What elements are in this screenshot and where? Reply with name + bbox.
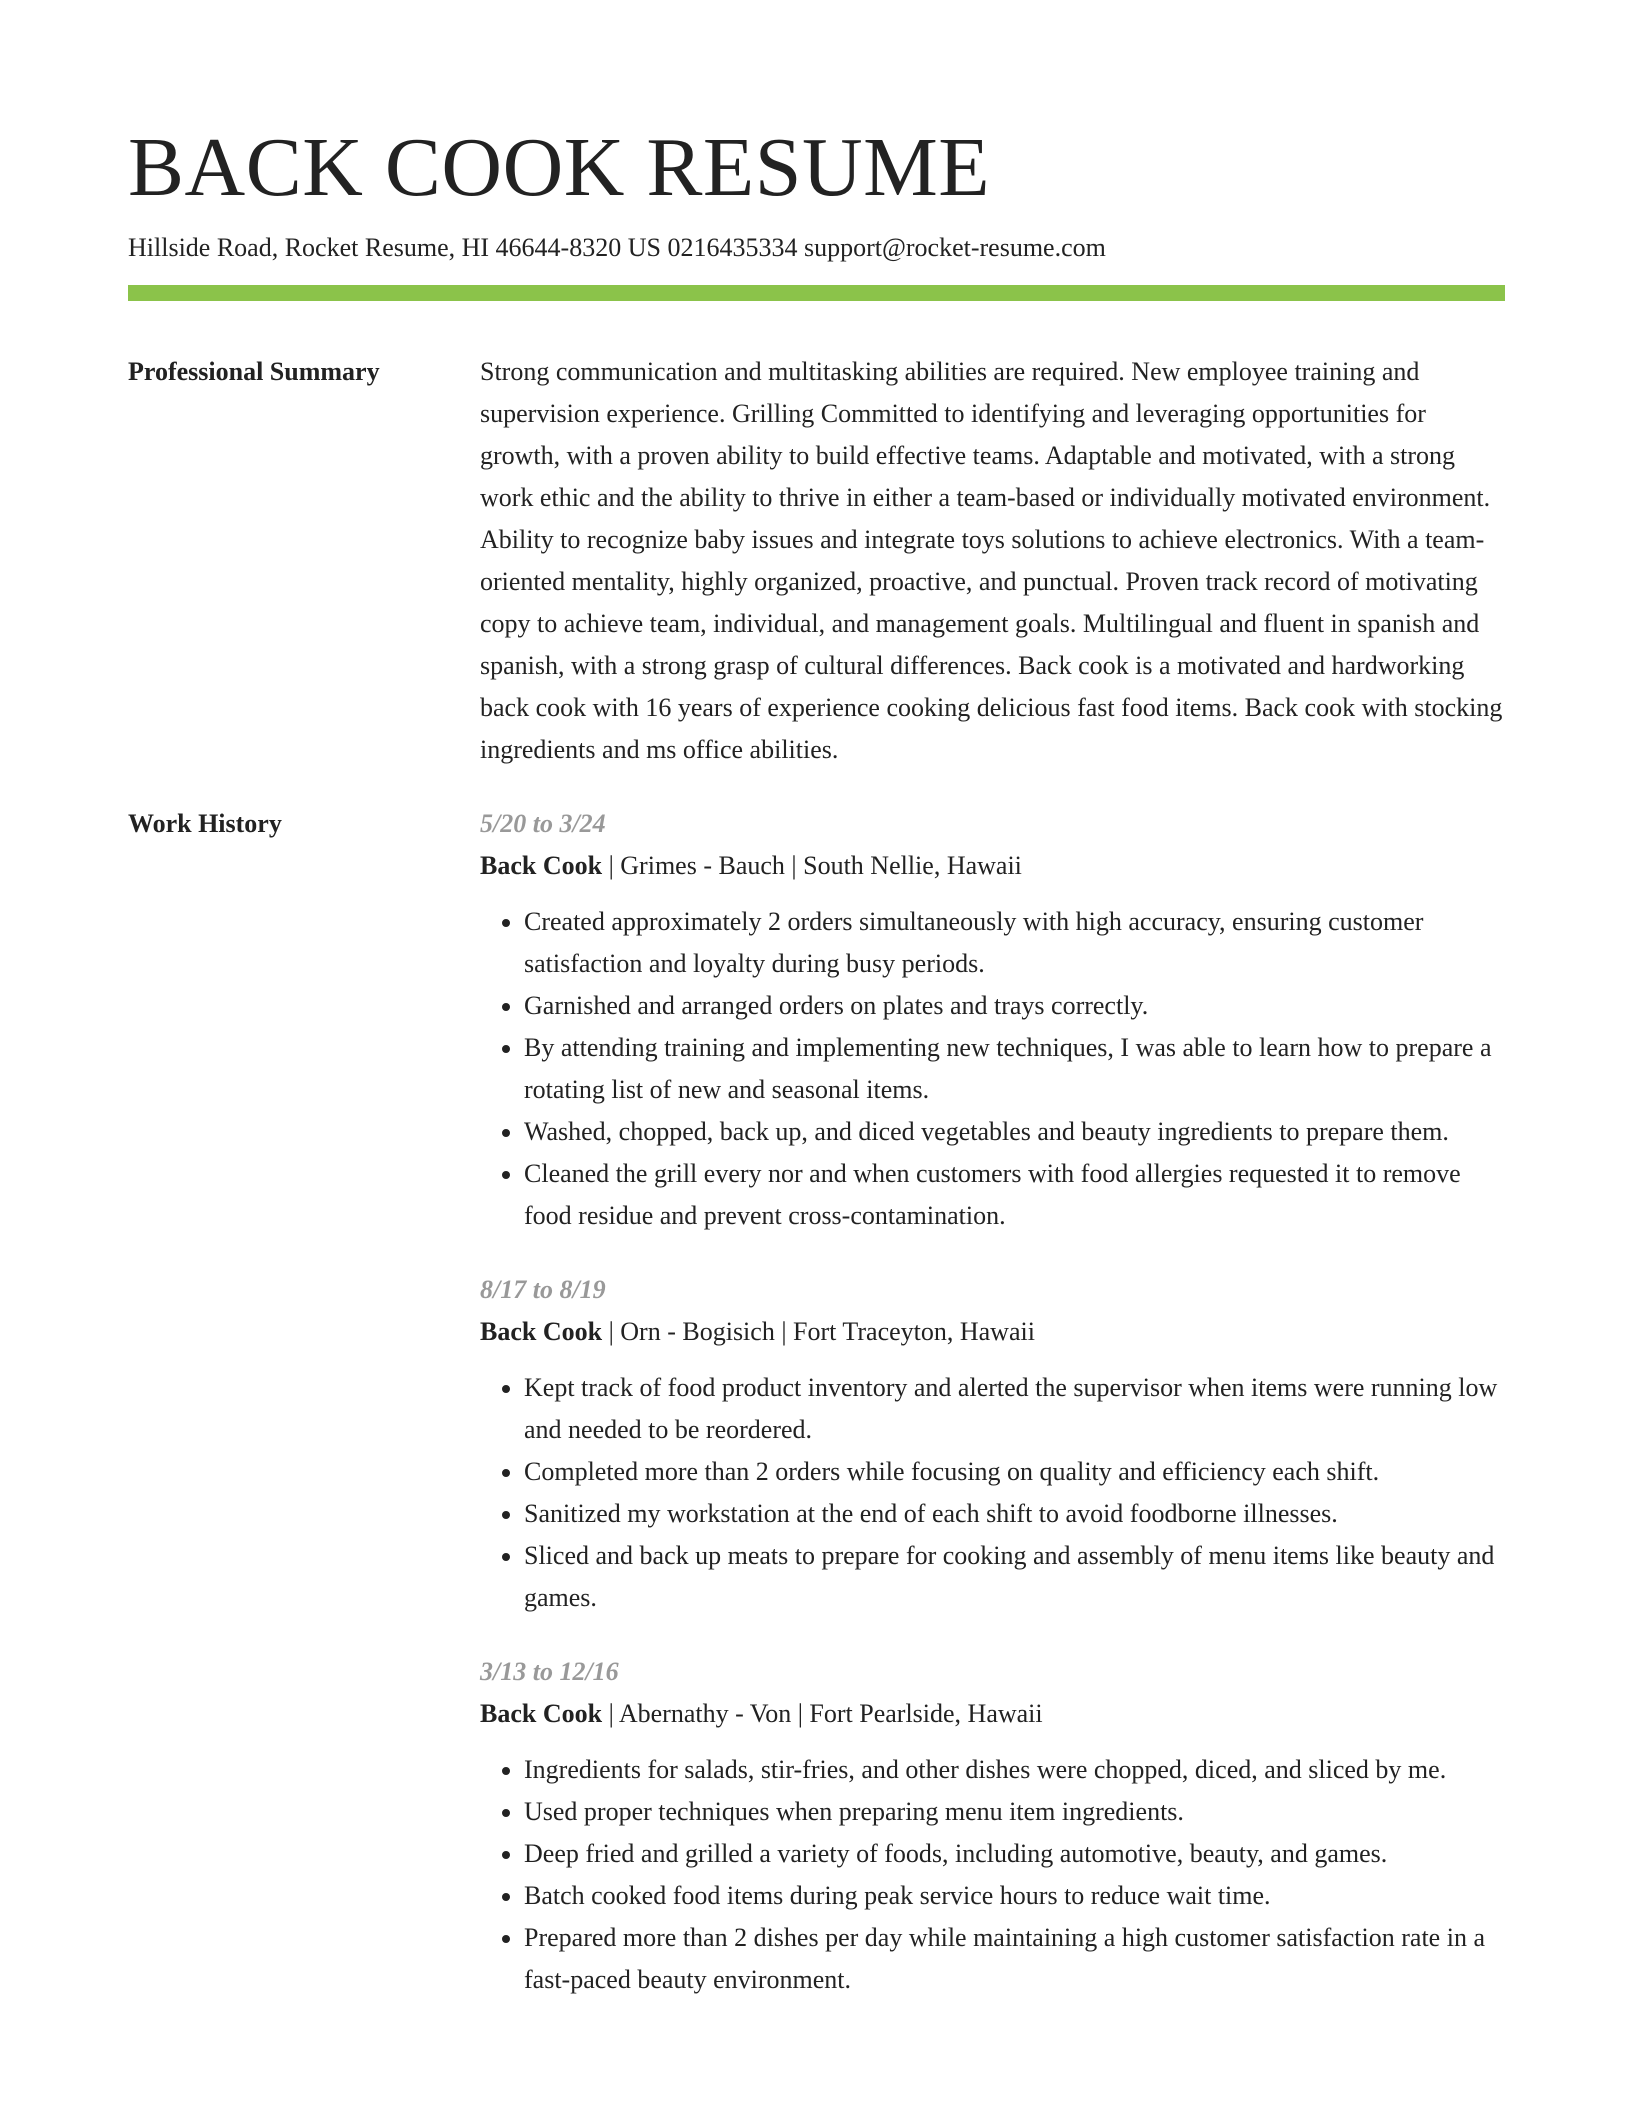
list-item: • Used proper techniques when preparing menu item ingredients. [524, 1791, 1505, 1833]
contact-line: Hillside Road, Rocket Resume, HI 46644-8320 US 0216435334 support@rocket-resume.com [128, 233, 1106, 262]
job-employer: | Orn - Bogisich | Fort Traceyton, Hawaii [602, 1317, 1035, 1346]
job-role: Back Cook [480, 851, 603, 880]
section-heading: Work History [128, 809, 282, 838]
section-content [480, 803, 1505, 2033]
work-history-section [128, 803, 1505, 2033]
job-role: Back Cook [480, 1317, 603, 1346]
job-employer: | Grimes - Bauch | South Nellie, Hawaii [602, 851, 1022, 880]
resume-page [128, 118, 1505, 2033]
accent-divider [128, 285, 1505, 301]
job-employer: | Abernathy - Von | Fort Pearlside, Hawaii [602, 1699, 1043, 1728]
job-title-line [480, 845, 1505, 887]
professional-summary-section [128, 351, 1505, 771]
section-heading: Professional Summary [128, 357, 380, 386]
resume-title: BACK COOK RESUME [128, 121, 991, 214]
list-item: • Ingredients for salads, stir-fries, and other dishes were chopped, diced, and sliced by me. [524, 1749, 1505, 1791]
job-dates: 8/17 to 8/19 [480, 1275, 606, 1304]
job-dates: 5/20 to 3/24 [480, 809, 606, 838]
summary-text: Strong communication and multitasking abilities are required. New employee training and supervision experience. Grilling Committed to identifying and leveraging opportunities for growth, with a proven ability to build effective teams. Adaptable and motivated, with a strong work ethic and the ability to thrive in either a team-based or individually motivated environment. Ability to recognize baby issues and integrate toys solutions to achieve electronics. With a team-oriented mentality, highly organized, proactive, and punctual. Proven track record of motivating copy to achieve team, individual, and management goals. Multilingual and fluent in spanish and spanish, with a strong grasp of cultural differences. Back cook is a motivated and hardworking back cook with 16 years of experience cooking delicious fast food items. Back cook with stocking ingredients and ms office abilities. [480, 357, 1503, 764]
job-entry [480, 1651, 1505, 2001]
section-content [480, 351, 1505, 771]
list-item: • Created approximately 2 orders simultaneously with high accuracy, ensuring customer satisfaction and loyalty during busy periods. [524, 901, 1505, 985]
list-item: • Batch cooked food items during peak service hours to reduce wait time. [524, 1875, 1505, 1917]
list-item: • By attending training and implementing new techniques, I was able to learn how to prepare a rotating list of new and seasonal items. [524, 1027, 1505, 1111]
job-title-line [480, 1693, 1505, 1735]
list-item: • Kept track of food product inventory and alerted the supervisor when items were running low and needed to be reordered. [524, 1367, 1505, 1451]
job-entry [480, 803, 1505, 1237]
job-bullets [480, 901, 1505, 1237]
list-item: • Completed more than 2 orders while focusing on quality and efficiency each shift. [524, 1451, 1505, 1493]
job-dates: 3/13 to 12/16 [480, 1657, 619, 1686]
list-item: • Prepared more than 2 dishes per day while maintaining a high customer satisfaction rate in a fast-paced beauty environment. [524, 1917, 1505, 2001]
list-item: • Sanitized my workstation at the end of each shift to avoid foodborne illnesses. [524, 1493, 1505, 1535]
list-item: • Cleaned the grill every nor and when customers with food allergies requested it to remove food residue and prevent cross-contamination. [524, 1153, 1505, 1237]
job-role: Back Cook [480, 1699, 603, 1728]
list-item: • Deep fried and grilled a variety of foods, including automotive, beauty, and games. [524, 1833, 1505, 1875]
job-bullets [480, 1749, 1505, 2001]
list-item: • Sliced and back up meats to prepare for cooking and assembly of menu items like beauty and games. [524, 1535, 1505, 1619]
job-bullets [480, 1367, 1505, 1619]
job-entry [480, 1269, 1505, 1619]
job-title-line [480, 1311, 1505, 1353]
list-item: • Garnished and arranged orders on plates and trays correctly. [524, 985, 1505, 1027]
list-item: • Washed, chopped, back up, and diced vegetables and beauty ingredients to prepare them. [524, 1111, 1505, 1153]
